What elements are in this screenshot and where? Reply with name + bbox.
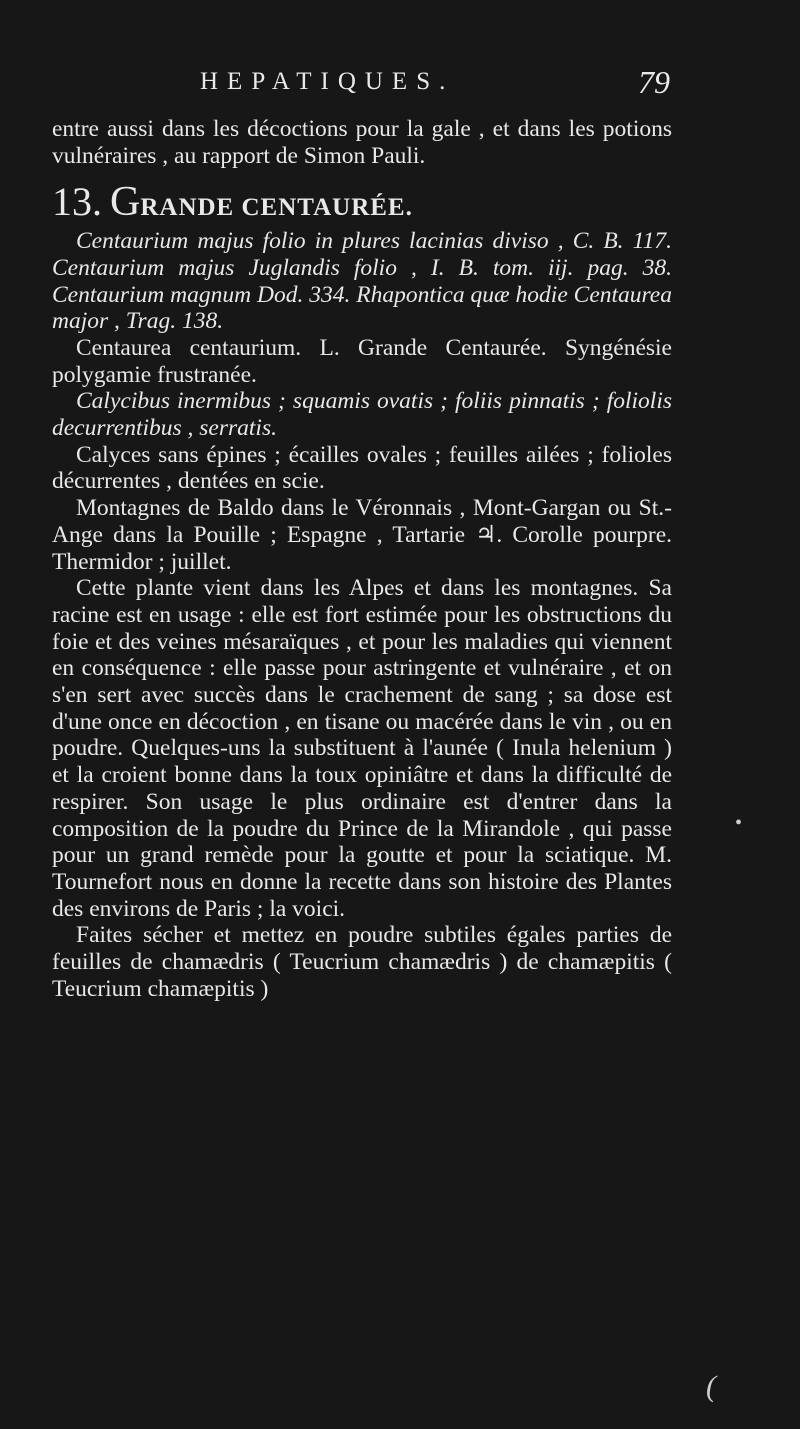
section-title-rest: RANDE CENTAURÉE. <box>140 194 413 222</box>
section-heading <box>52 179 672 226</box>
uses-paragraph: Cette plante vient dans les Alpes et dans les montagnes. Sa racine est en usage : elle est fort estimée pour les obstructions du foie et des veines mésaraïques , et pour les maladies qui viennent en conséquence : elle passe pour astringente et vulnéraire , et on s'en sert avec succès dans le crachement de sang ; sa dose est d'une once en décoction , en tisane ou macérée dans le vin , ou en poudre. Quelques-uns la substituent à l'aunée ( Inula helenium ) et la croient bonne dans la toux opiniâtre et dans la difficulté de respirer. Son usage le plus ordinaire est d'entrer dans la composition de la poudre du Prince de la Mirandole , qui passe pour un grand remède pour la goutte et pour la sciatique. M. Tournefort nous en donne la recette dans son histoire des Plantes des environs de Paris ; la voici. <box>52 575 672 922</box>
synonyms-paragraph: Centaurium majus folio in plures lacinias diviso , C. B. 117. Centaurium majus Juglandis folio , I. B. tom. iij. pag. 38. Centaurium magnum Dod. 334. Rhapontica quæ hodie Centaurea major , Trag. 138. <box>52 228 672 335</box>
intro-paragraph: entre aussi dans les décoctions pour la gale , et dans les potions vulnéraires , au rapport de Simon Pauli. <box>52 116 672 169</box>
section-number: 13. <box>52 179 102 225</box>
page-number: 79 <box>638 64 670 100</box>
page-header <box>200 62 670 102</box>
section-title-initial: G <box>110 179 141 226</box>
margin-dot: • <box>735 812 743 834</box>
page-body <box>52 116 672 1003</box>
latin-description: Calycibus inermibus ; squamis ovatis ; foliis pinnatis ; foliolis decurrentibus , serratis. <box>52 388 672 442</box>
bottom-mark: ( <box>706 1370 716 1403</box>
recipe-paragraph: Faites sécher et mettez en poudre subtiles égales parties de feuilles de chamædris ( Teucrium chamædris ) de chamæpitis ( Teucrium chamæpitis ) <box>52 922 672 1002</box>
french-description: Calyces sans épines ; écailles ovales ; feuilles ailées ; folioles décurrentes , dentées en scie. <box>52 441 672 495</box>
running-head: HEPATIQUES. <box>200 68 455 95</box>
habitat-paragraph: Montagnes de Baldo dans le Véronnais , Mont-Gargan ou St.-Ange dans la Pouille ; Espagne , Tartarie ♃. Corolle pourpre. Thermidor ; juillet. <box>52 495 672 575</box>
linnaeus-paragraph: Centaurea centaurium. L. Grande Centaurée. Syngénésie polygamie frustranée. <box>52 334 672 388</box>
